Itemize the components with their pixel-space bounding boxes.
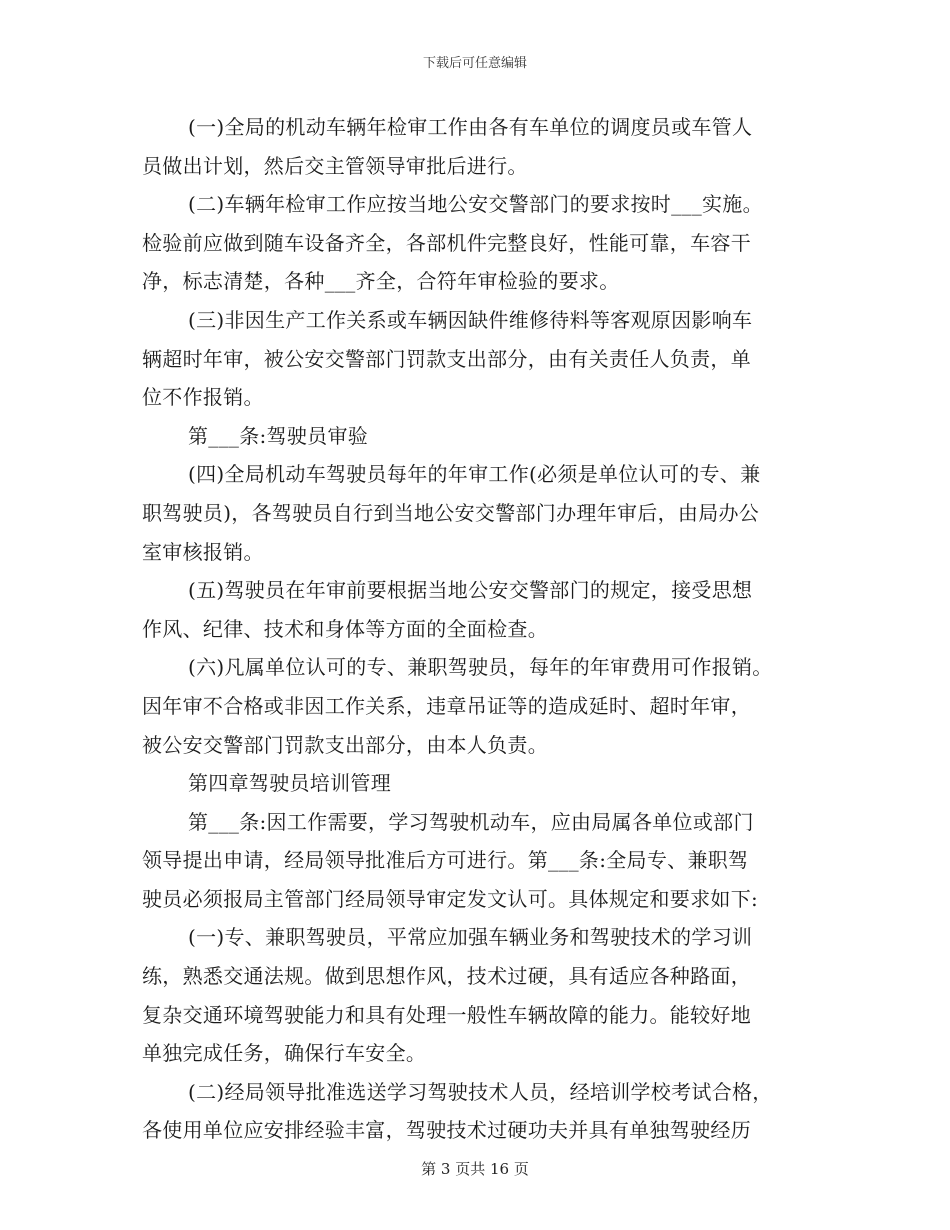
text-line: 因年审不合格或非因工作关系，违章吊证等的造成延时、超时年审，	[142, 693, 751, 718]
text-line: 室审核报销。	[142, 539, 264, 564]
text-line: (一)专、兼职驾驶员，平常应加强车辆业务和驾驶技术的学习训	[188, 925, 753, 950]
text-line: 职驾驶员)，各驾驶员自行到当地公安交警部门办理年审后，由局办公	[142, 500, 760, 525]
text-line: 被公安交警部门罚款支出部分，由本人负责。	[142, 732, 548, 757]
text-line: (二)经局领导批准选送学习驾驶技术人员，经培训学校考试合格，	[188, 1079, 773, 1104]
text-line: (五)驾驶员在年审前要根据当地公安交警部门的规定，接受思想	[188, 578, 753, 603]
document-body	[142, 108, 812, 1150]
text-line: 领导提出申请，经局领导批准后方可进行。第___条:全局专、兼职驾	[142, 848, 749, 873]
text-line: 第四章驾驶员培训管理	[188, 771, 391, 796]
text-line: 位不作报销。	[142, 385, 264, 410]
text-line: 第___条:驾驶员审验	[188, 423, 369, 448]
text-line: 净，标志清楚，各种___齐全，合符年审检验的要求。	[142, 269, 620, 294]
text-line: 单独完成任务，确保行车安全。	[142, 1041, 427, 1066]
text-line: (二)车辆年检审工作应按当地公安交警部门的要求按时___实施。	[188, 192, 763, 217]
text-line: 检验前应做到随车设备齐全，各部机件完整良好，性能可靠，车容干	[142, 230, 751, 255]
page-header: 下载后可任意编辑	[422, 56, 527, 71]
text-line: 复杂交通环境驾驶能力和具有处理一般性车辆故障的能力。能较好地	[142, 1002, 751, 1027]
text-line: 驶员必须报局主管部门经局领导审定发文认可。具体规定和要求如下:	[142, 886, 759, 911]
text-line: 作风、纪律、技术和身体等方面的全面检查。	[142, 616, 548, 641]
text-line: (一)全局的机动车辆年检审工作由各有车单位的调度员或车管人	[188, 115, 753, 139]
text-line: (六)凡属单位认可的专、兼职驾驶员，每年的年审费用可作报销。	[188, 655, 773, 680]
text-line: 辆超时年审，被公安交警部门罚款支出部分，由有关责任人负责，单	[142, 346, 751, 371]
page-number: 第 3 页共 16 页	[421, 1160, 529, 1178]
text-line: 练，熟悉交通法规。做到思想作风，技术过硬，具有适应各种路面，	[142, 964, 751, 989]
text-line: (四)全局机动车驾驶员每年的年审工作(必须是单位认可的专、兼	[188, 462, 761, 487]
text-line: (三)非因生产工作关系或车辆因缺件维修待料等客观原因影响车	[188, 307, 753, 332]
text-line: 员做出计划，然后交主管领导审批后进行。	[142, 153, 528, 178]
text-line: 各使用单位应安排经验丰富，驾驶技术过硬功夫并具有单独驾驶经历	[142, 1118, 751, 1143]
text-line: 第___条:因工作需要，学习驾驶机动车，应由局属各单位或部门	[188, 809, 754, 834]
